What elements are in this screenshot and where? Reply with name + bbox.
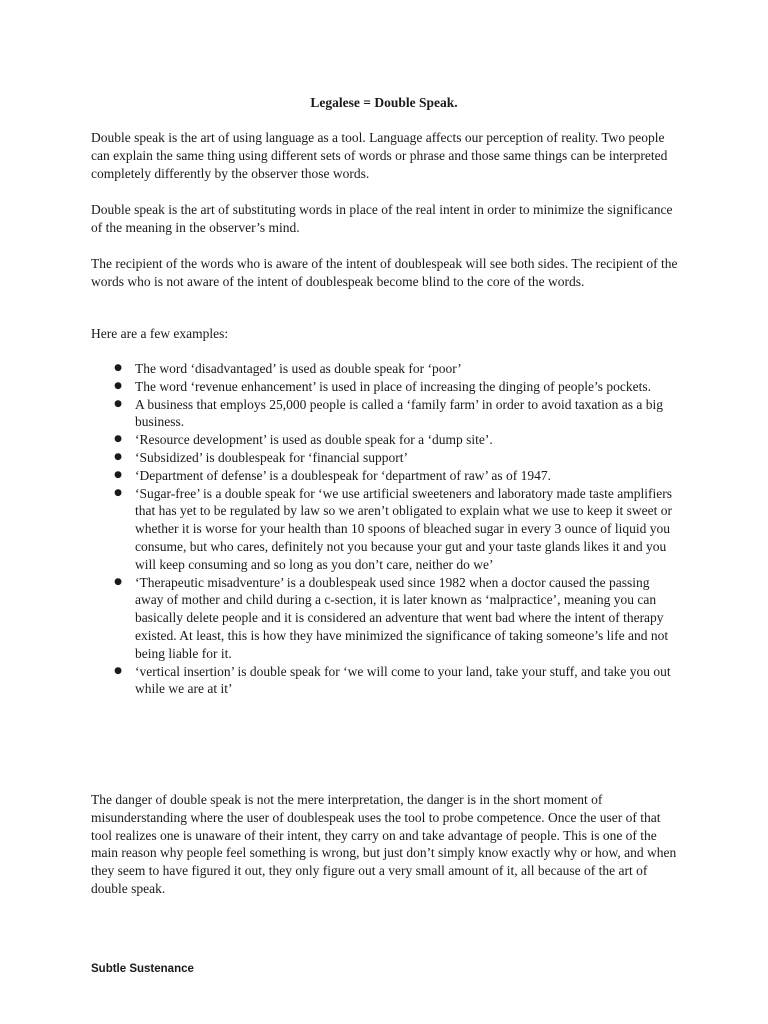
list-item-text: ‘Department of defense’ is a doublespeak for ‘department of raw’ as of 1947. <box>135 467 551 483</box>
examples-list <box>91 360 681 698</box>
list-item <box>91 378 681 396</box>
list-item-text: ‘Subsidized’ is doublespeak for ‘financial support’ <box>135 449 409 465</box>
paragraph-closing: The danger of double speak is not the mere interpretation, the danger is in the short moment of misunderstanding where the user of doublespeak uses the tool to probe competence. Once the user of that tool realizes one is unaware of their intent, they carry on and take advantage of people. This is one of the main reason why people feel something is wrong, but just don’t simply know exactly why or how, and when they seem to have figured it out, they only figure out a very small amount of it, all because of the art of double speak. <box>91 792 677 896</box>
paragraph-examples-intro: Here are a few examples: <box>91 326 229 341</box>
paragraph-substitution: Double speak is the art of substituting words in place of the real intent in order to minimize the significance of the meaning in the observer’s mind. <box>91 202 673 235</box>
list-item <box>91 431 681 449</box>
list-item-text: ‘vertical insertion’ is double speak for ‘we will come to your land, take your stuff, and take you out while we are at it’ <box>135 663 671 697</box>
list-item-text: ‘Therapeutic misadventure’ is a doublespeak used since 1982 when a doctor caused the passing away of mother and child during a c-section, it is later known as ‘malpractice’, meaning you can basically delete people and it is considered an adventure that went bad where the intent of therapy existed. At least, this is how they have minimized the significance of taking someone’s life and not being liable for it. <box>135 574 669 661</box>
bullet-icon: ● <box>114 434 122 445</box>
bullet-icon: ● <box>114 665 122 676</box>
bullet-icon: ● <box>114 398 122 409</box>
list-item <box>91 449 681 467</box>
list-item <box>91 467 681 485</box>
list-item-text: A business that employs 25,000 people is called a ‘family farm’ in order to avoid taxation as a big business. <box>135 396 663 430</box>
list-item <box>91 663 681 699</box>
bullet-icon: ● <box>114 380 122 391</box>
list-item-text: ‘Resource development’ is used as double speak for a ‘dump site’. <box>135 432 493 448</box>
paragraph-recipient: The recipient of the words who is aware of the intent of doublespeak will see both sides. The recipient of the words who is not aware of the intent of doublespeak become blind to the core of the words. <box>91 256 678 289</box>
bullet-icon: ● <box>114 363 122 373</box>
list-item-text: The word ‘revenue enhancement’ is used in place of increasing the dinging of people’s pockets. <box>135 378 651 394</box>
list-item <box>91 360 681 378</box>
bullet-icon: ● <box>114 451 122 462</box>
paragraph-definition: Double speak is the art of using language as a tool. Language affects our perception of reality. Two people can explain the same thing using different sets of words or phrase and those same things can be interpreted completely differently by the observer those words. <box>91 130 668 181</box>
list-item-text: The word ‘disadvantaged’ is used as double speak for ‘poor’ <box>135 361 462 376</box>
list-item <box>91 396 681 432</box>
list-item <box>91 574 681 663</box>
bullet-icon: ● <box>114 487 122 498</box>
document-footer: Subtle Sustenance <box>91 963 194 975</box>
list-item-text: ‘Sugar-free’ is a double speak for ‘we use artificial sweeteners and laboratory made taste amplifiers that has yet to be regulated by law so we aren’t obligated to explain what we use to keep it sweet or whether it is worse for your health than 10 spoons of bleached sugar in every 3 ounce of liquid you consume, but who cares, definitely not you because your gut and your taste glands likes it and you will keep consuming and so long as you don’t care, neither do we’ <box>135 485 673 572</box>
bullet-icon: ● <box>114 576 122 587</box>
list-item <box>91 485 681 574</box>
bullet-icon: ● <box>114 469 122 480</box>
document-title: Legalese = Double Speak. <box>310 95 458 110</box>
